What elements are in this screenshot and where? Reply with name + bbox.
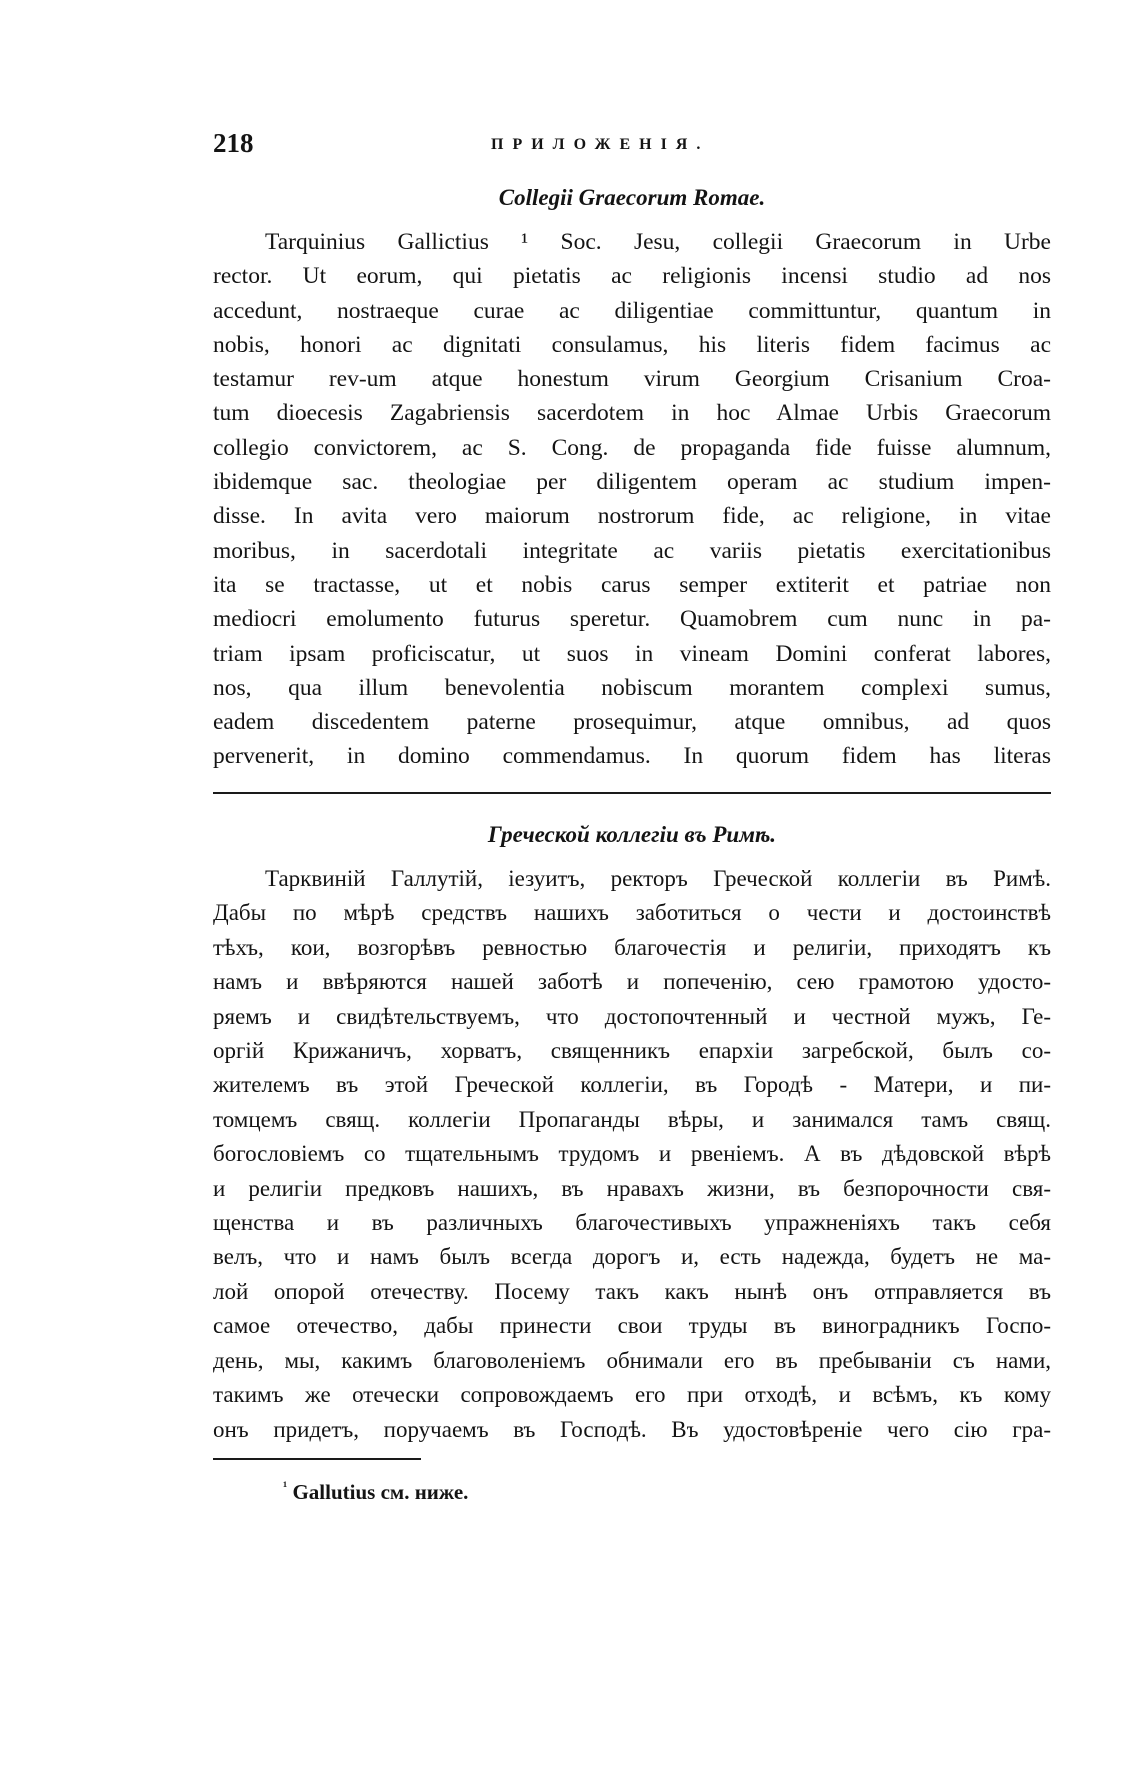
text-line: самое отечество, дабы принести свои труды въ виноградникъ Госпо- xyxy=(213,1313,1051,1339)
text-line: оргій Крижаничъ, хорватъ, священникъ епархіи загребской, былъ со- xyxy=(213,1038,1051,1064)
text-line: лой опорой отечеству. Посему такъ какъ нынѣ онъ отправляется въ xyxy=(213,1278,1051,1304)
text-line: rector. Ut eorum, qui pietatis ac religionis incensi studio ad nos xyxy=(213,263,1051,290)
text-line: testamur rev-um atque honestum virum Georgium Crisanium Croa- xyxy=(213,366,1051,393)
text-line: collegio convictorem, ac S. Cong. de propaganda fide fuisse alumnum, xyxy=(213,434,1051,461)
text-line: богословіемъ со тщательнымъ трудомъ и рвеніемъ. А въ дѣдовской вѣрѣ xyxy=(213,1141,1051,1167)
text-line: eadem discedentem paterne prosequimur, atque omnibus, ad quos xyxy=(213,709,1051,736)
running-head xyxy=(213,128,1051,168)
text-line: triam ipsam proficiscatur, ut suos in vineam Domini conferat labores, xyxy=(213,640,1051,667)
text-line: moribus, in sacerdotali integritate ac variis pietatis exercitationibus xyxy=(213,537,1051,564)
text-line: жителемъ въ этой Греческой коллегіи, въ Городѣ - Матери, и пи- xyxy=(213,1072,1051,1098)
russian-text xyxy=(213,862,1051,1447)
text-line: pervenerit, in domino commendamus. In quorum fidem has literas xyxy=(213,743,1051,770)
text-line: такимъ же отечески сопровождаемъ его при отходѣ, и всѣмъ, къ кому xyxy=(213,1382,1051,1408)
russian-section-title: Греческой коллегіи въ Римѣ. xyxy=(487,822,777,847)
text-line: намъ и ввѣряются нашей заботѣ и попеченію, сею грамотою удосто- xyxy=(213,969,1051,995)
text-line: и религіи предковъ нашихъ, въ нравахъ жизни, въ безпорочности свя- xyxy=(213,1175,1051,1201)
text-line: Тарквиній Галлутій, іезуитъ, ректоръ Греческой коллегіи въ Римѣ. xyxy=(265,866,1051,891)
text-line: Дабы по мѣрѣ средствъ нашихъ заботиться о чести и достоинствѣ xyxy=(213,900,1051,926)
text-line: щенства и въ различныхъ благочестивыхъ упражненіяхъ такъ себя xyxy=(213,1210,1051,1236)
footnote xyxy=(283,1480,468,1505)
text-line: nos, qua illum benevolentia nobiscum morantem complexi sumus, xyxy=(213,674,1051,701)
text-line: accedunt, nostraeque curae ac diligentiae committuntur, quantum in xyxy=(213,297,1051,324)
text-line: онъ придетъ, поручаемъ въ Господѣ. Въ удостовѣреніе чего сію гра- xyxy=(213,1416,1051,1442)
text-line: mediocri emolumento futurus speretur. Quamobrem cum nunc in pa- xyxy=(213,606,1051,633)
section-divider xyxy=(213,792,1051,794)
text-line: ibidemque sac. theologiae per diligentem operam ac studium impen- xyxy=(213,469,1051,496)
page-number: 218 xyxy=(213,128,254,158)
running-head-title: ПРИЛОЖЕНІЯ. xyxy=(491,136,710,153)
text-line: disse. In avita vero maiorum nostrorum fide, ac religione, in vitae xyxy=(213,503,1051,530)
footnote-rule xyxy=(213,1458,421,1460)
text-line: томцемъ свящ. коллегіи Пропаганды вѣры, и занимался тамъ свящ. xyxy=(213,1106,1051,1132)
footnote-text: Gallutius см. ниже. xyxy=(292,1480,469,1504)
text-line: день, мы, какимъ благоволеніемъ обнимали его въ пребываніи съ нами, xyxy=(213,1347,1051,1373)
footnote-marker: ¹ xyxy=(283,1480,288,1495)
text-line: tum dioecesis Zagabriensis sacerdotem in hoc Almae Urbis Graecorum xyxy=(213,400,1051,427)
text-line: nobis, honori ac dignitati consulamus, his literis fidem facimus ac xyxy=(213,331,1051,358)
latin-section-title: Collegii Graecorum Romae. xyxy=(498,185,766,210)
text-line: ita se tractasse, ut et nobis carus semper extiterit et patriae non xyxy=(213,571,1051,598)
text-line: велъ, что и намъ былъ всегда дорогъ и, есть надежда, будетъ не ма- xyxy=(213,1244,1051,1270)
text-line: Tarquinius Gallictius ¹ Soc. Jesu, collegii Graecorum in Urbe xyxy=(265,229,1051,255)
text-line: ряемъ и свидѣтельствуемъ, что достопочтенный и честной мужъ, Ге- xyxy=(213,1003,1051,1029)
latin-text xyxy=(213,225,1051,774)
text-line: тѣхъ, кои, возгорѣвъ ревностью благочестія и религіи, приходятъ къ xyxy=(213,934,1051,960)
